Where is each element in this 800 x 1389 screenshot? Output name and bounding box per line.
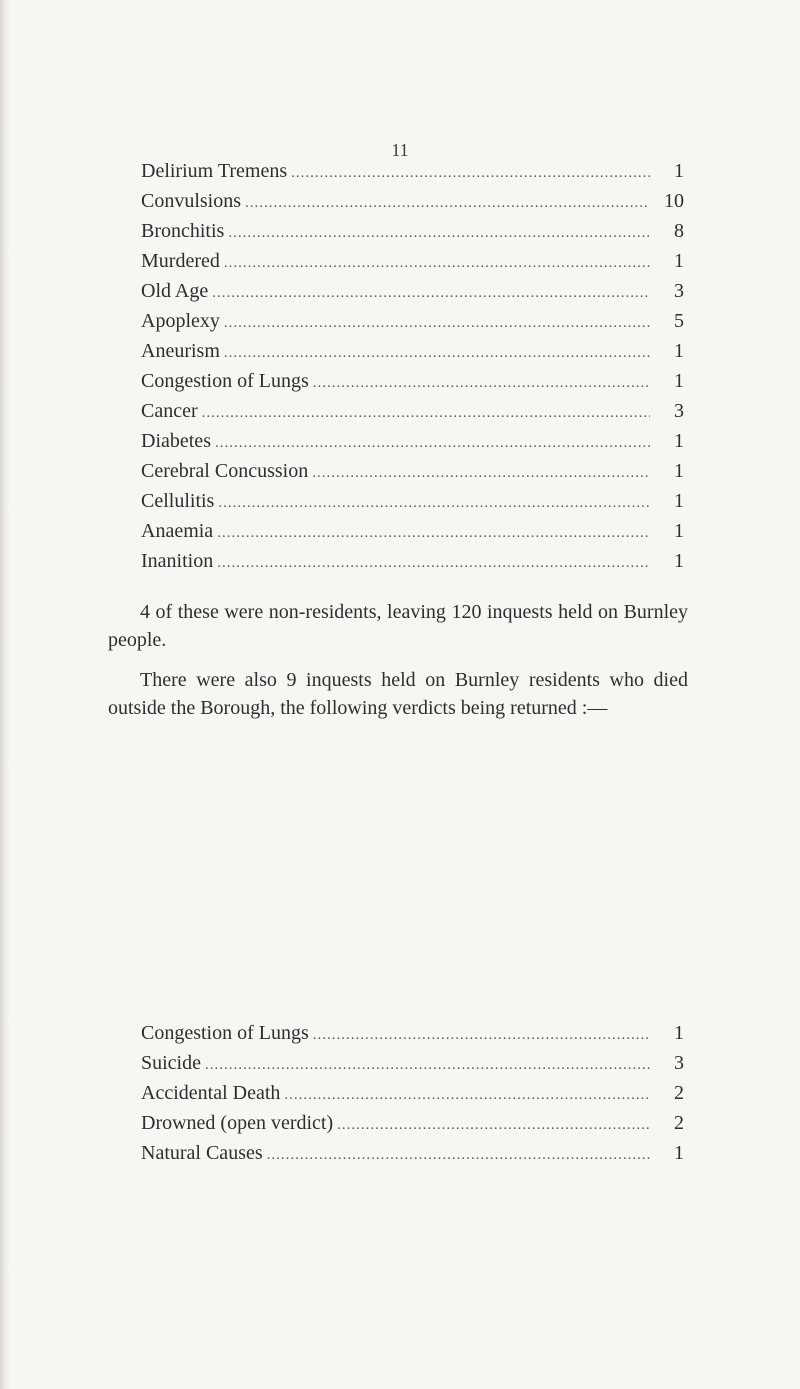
item-label: Inanition	[141, 550, 214, 572]
item-label: Cellulitis	[141, 490, 215, 512]
dot-leader	[228, 218, 650, 248]
item-count: 2	[674, 1082, 684, 1104]
item-count: 3	[674, 1052, 684, 1074]
list-item	[141, 396, 684, 426]
item-count: 5	[674, 310, 684, 332]
item-label: Anaemia	[141, 520, 214, 542]
item-count: 1	[674, 1142, 684, 1164]
item-label: Old Age	[141, 280, 209, 302]
dot-leader	[212, 278, 650, 308]
list-item	[141, 1108, 684, 1138]
item-label: Murdered	[141, 250, 220, 272]
dot-leader	[312, 458, 650, 488]
list-item	[141, 1018, 684, 1048]
item-count: 3	[674, 280, 684, 302]
item-label: Congestion of Lungs	[141, 1022, 309, 1044]
item-label: Convulsions	[141, 190, 242, 212]
dot-leader	[205, 1050, 650, 1080]
list-item	[141, 366, 684, 396]
item-label: Natural Causes	[141, 1142, 263, 1164]
list-item	[141, 246, 684, 276]
item-count: 10	[664, 190, 684, 212]
item-label: Drowned (open verdict)	[141, 1112, 334, 1134]
dot-leader	[217, 548, 650, 578]
list-item	[141, 546, 684, 576]
item-label: Cerebral Concussion	[141, 460, 309, 482]
dot-leader	[218, 488, 650, 518]
dot-leader	[291, 158, 650, 188]
item-count: 1	[674, 430, 684, 452]
dot-leader	[337, 1110, 650, 1140]
list-item	[141, 486, 684, 516]
item-count: 1	[674, 550, 684, 572]
item-count: 8	[674, 220, 684, 242]
item-label: Accidental Death	[141, 1082, 281, 1104]
list-item	[141, 456, 684, 486]
dot-leader	[224, 338, 650, 368]
item-label: Congestion of Lungs	[141, 370, 309, 392]
item-label: Delirium Tremens	[141, 160, 288, 182]
item-label: Bronchitis	[141, 220, 225, 242]
list-item	[141, 1138, 684, 1168]
item-label: Aneurism	[141, 340, 220, 362]
dot-leader	[224, 248, 650, 278]
item-label: Suicide	[141, 1052, 201, 1074]
item-count: 1	[674, 340, 684, 362]
dot-leader	[245, 188, 650, 218]
item-count: 1	[674, 460, 684, 482]
dot-leader	[217, 518, 650, 548]
list-item	[141, 276, 684, 306]
dot-leader	[224, 308, 650, 338]
list-item	[141, 186, 684, 216]
item-count: 1	[674, 370, 684, 392]
item-count: 2	[674, 1112, 684, 1134]
list-item	[141, 516, 684, 546]
dot-leader	[202, 398, 650, 428]
page-number: 11	[391, 140, 409, 160]
dot-leader	[215, 428, 650, 458]
list-item	[141, 1078, 684, 1108]
outside-borough-paragraph: There were also 9 inquests held on Burnley residents who died outside the Borough, the following verdicts being returned :—	[108, 669, 688, 719]
item-count: 1	[674, 1022, 684, 1044]
list-item	[141, 216, 684, 246]
item-count: 1	[674, 520, 684, 542]
outside-borough-verdict-list	[141, 1018, 684, 1168]
list-item	[141, 426, 684, 456]
dot-leader	[313, 368, 650, 398]
item-label: Cancer	[141, 400, 198, 422]
item-count: 3	[674, 400, 684, 422]
list-item	[141, 306, 684, 336]
item-count: 1	[674, 490, 684, 512]
dot-leader	[313, 1020, 650, 1050]
item-label: Apoplexy	[141, 310, 220, 332]
item-count: 1	[674, 250, 684, 272]
cause-of-death-list	[141, 156, 684, 576]
non-residents-paragraph: 4 of these were non-residents, leaving 120 inquests held on Burnley people.	[108, 601, 688, 651]
item-count: 1	[674, 160, 684, 182]
dot-leader	[284, 1080, 650, 1110]
dot-leader	[267, 1140, 650, 1170]
list-item	[141, 156, 684, 186]
list-item	[141, 336, 684, 366]
list-item	[141, 1048, 684, 1078]
page-edge-shadow	[0, 0, 10, 1389]
item-label: Diabetes	[141, 430, 211, 452]
